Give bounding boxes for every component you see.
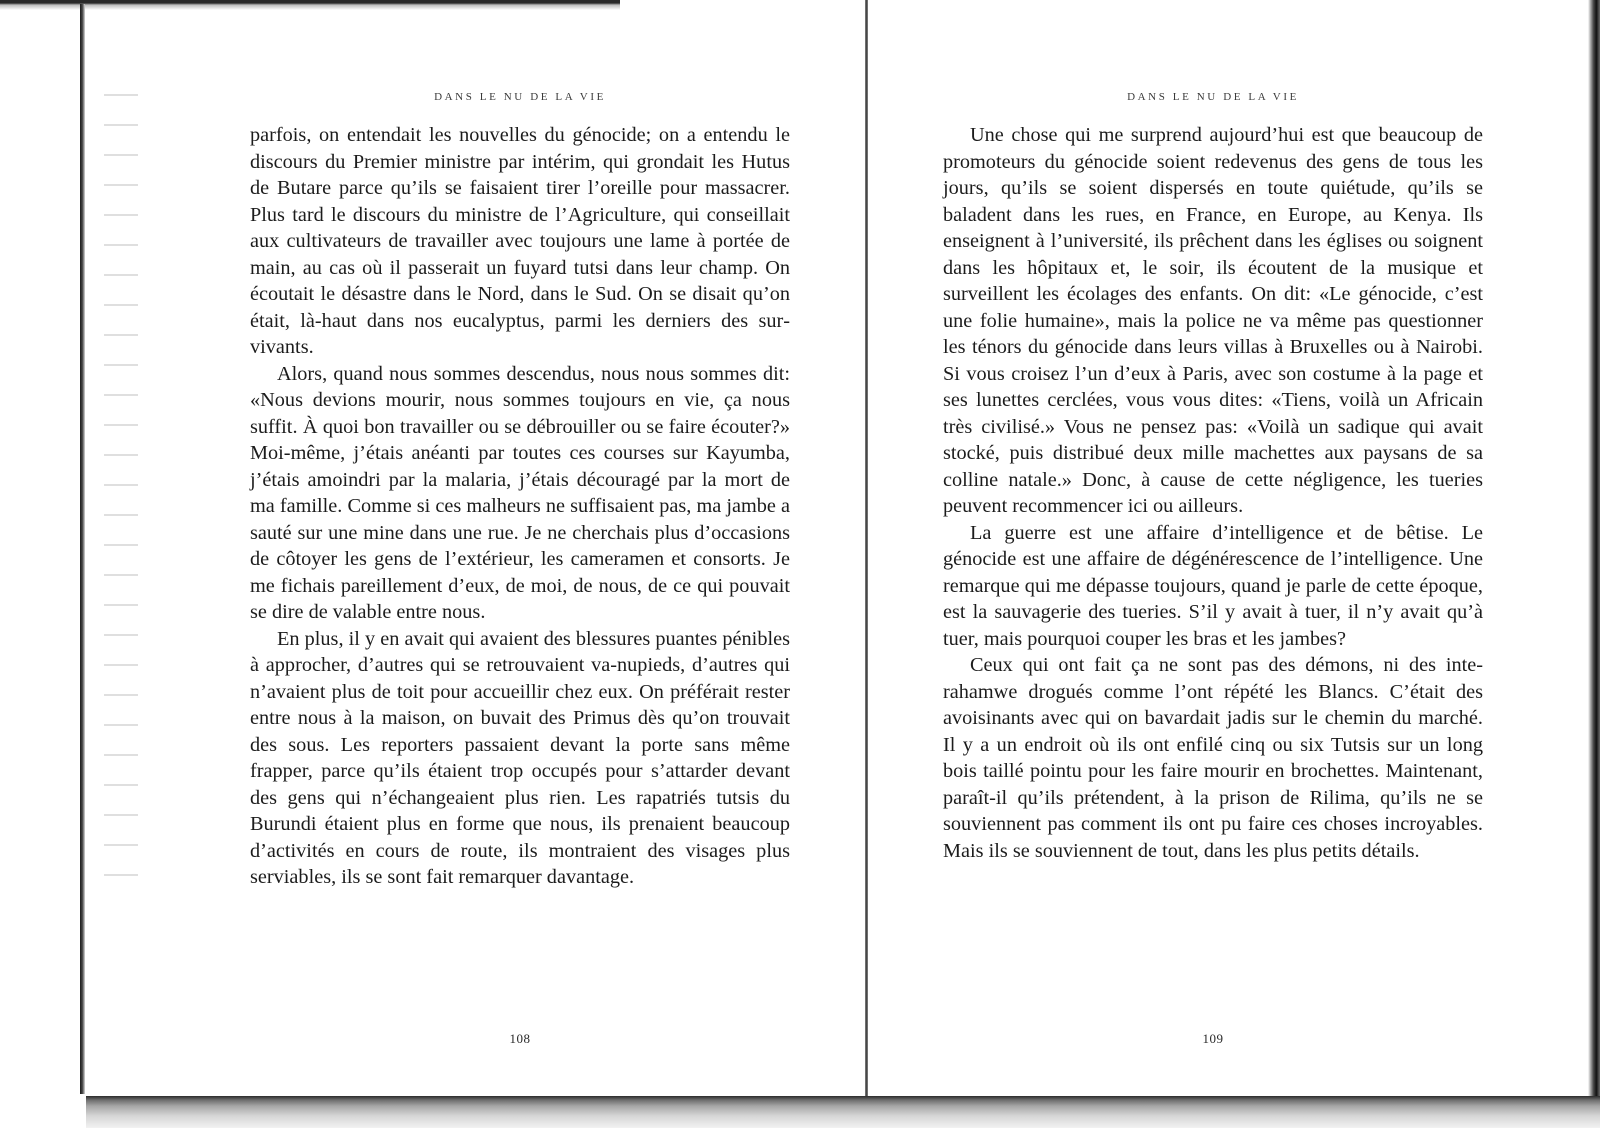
scan-edge-right [1588, 0, 1600, 1110]
right-paragraph-2: La guerre est une affaire d’intelligence et de bêtise. Le génocide est une affaire de dégénérescence de l’intelligence. Une remarque qui me dépasse toujours, quand je parle de cette époque, est la sauvagerie des tueries. S’il y avait à tuer, il n’y avait qu’à tuer, mais pourquoi couper les bras et les jambes? [943, 521, 1483, 650]
left-running-head: DANS LE NU DE LA VIE [434, 91, 606, 103]
left-paragraph-3: En plus, il y en avait qui avaient des blessures puantes pénibles à approcher, d’autres qui se retrouvaient va-nupieds, d’autres qui n’avaient plus de toit pour accueillir chez eux. On préférait rester entre nous à la maison, on buvait des Primus dès qu’on trouvait des sous. Les reporters passaient devant la porte sans même frapper, parce qu’ils étaient trop occupés pour s’attarder devant des gens qui n’échangeaient plus rien. Les rapatriés tutsis du Burundi étaient plus en forme que nous, ils prenaient beaucoup d’activités en cours de route, ils montraient des visages plus serviables, ils se sont fait remarquer davantage. [250, 627, 790, 888]
left-paragraph-1: parfois, on entendait les nouvelles du génocide; on a entendu le discours du Premier ministre par intérim, qui grondait les Hutus de Butare parce qu’ils se faisaient tirer l’oreille pour massacrer. Plus tard le discours du ministre de l’Agriculture, qui conseillait aux cultivateurs de travailler avec toujours une lame à portée de main, au cas où il passerait un fuyard tutsi dans leur champ. On écoutait le désastre dans le Nord, dans le Sud. On se disait qu’on était, là-haut dans nos eucalyptus, parmi les derniers des survivants. [250, 124, 790, 358]
right-body-text [943, 122, 1483, 864]
scan-edge-left [80, 4, 85, 1094]
left-page-number: 108 [509, 1031, 531, 1046]
right-page-number: 109 [1202, 1031, 1224, 1046]
right-paragraph-3: Ceux qui ont fait ça ne sont pas des démons, ni des interahamwe drogués comme l’ont répété les Blancs. C’était des avoisinants avec qui on bavardait jadis sur le chemin du marché. Il y a un endroit où ils ont enfilé cinq ou six Tutsis sur un long bois taillé pointu pour les faire mourir en brochettes. Maintenant, paraît-il qu’ils prétendent, à la prison de Rilima, qu’ils ne se souviennent pas comment ils ont pu faire ces choses incroyables. Mais ils se souviennent de tout, dans les plus petits détails. [943, 654, 1483, 862]
book-gutter [865, 0, 868, 1100]
scan-noise-left [104, 80, 138, 900]
scan-shadow-bottom [86, 1096, 1600, 1128]
right-paragraph-1: Une chose qui me surprend aujourd’hui est que beaucoup de promoteurs du génocide soient redevenus des gens de tous les jours, qu’ils se soient dispersés en toute quiétude, qu’ils se baladent dans les rues, en France, en Europe, au Kenya. Ils enseignent à l’université, ils prêchent dans les églises ou soignent dans les hôpitaux et, le soir, ils écoutent de la musique et surveillent les écolages des enfants. On dit: «Le génocide, c’est une folie humaine», mais la police ne va même pas questionner les ténors du génocide dans leurs villas à Bruxelles ou à Nairobi. Si vous croisez l’un d’eux à Paris, avec son costume à la page et ses lunettes cerclées, vous vous dites: «Tiens, voilà un Africain très civilisé.» Vous ne pensez pas: «Voilà un sadique qui avait stocké, puis distribué deux mille machettes aux paysans de sa colline natale.» Donc, à cause de cette négligence, les tueries peuvent recommencer ici ou ailleurs. [943, 124, 1483, 517]
left-page [250, 0, 790, 1090]
right-running-head: DANS LE NU DE LA VIE [1127, 91, 1299, 103]
right-page [943, 0, 1483, 1090]
left-body-text [250, 122, 790, 891]
left-paragraph-2: Alors, quand nous sommes descendus, nous nous sommes dit: «Nous devions mourir, nous sommes toujours en vie, ça nous suffit. À quoi bon travailler ou se débrouiller ou se faire écouter?» Moi-même, j’étais anéanti par toutes ces courses sur Kayumba, j’étais amoindri par la malaria, j’étais découragé par la mort de ma famille. Comme si ces malheurs ne suffisaient pas, ma jambe a sauté sur une mine dans une rue. Je ne cherchais plus d’occasions de côtoyer les gens de l’extérieur, les cameramen et consorts. Je me fichais pareillement d’eux, de moi, de nous, de ce qui pouvait se dire de valable entre nous. [250, 362, 790, 623]
